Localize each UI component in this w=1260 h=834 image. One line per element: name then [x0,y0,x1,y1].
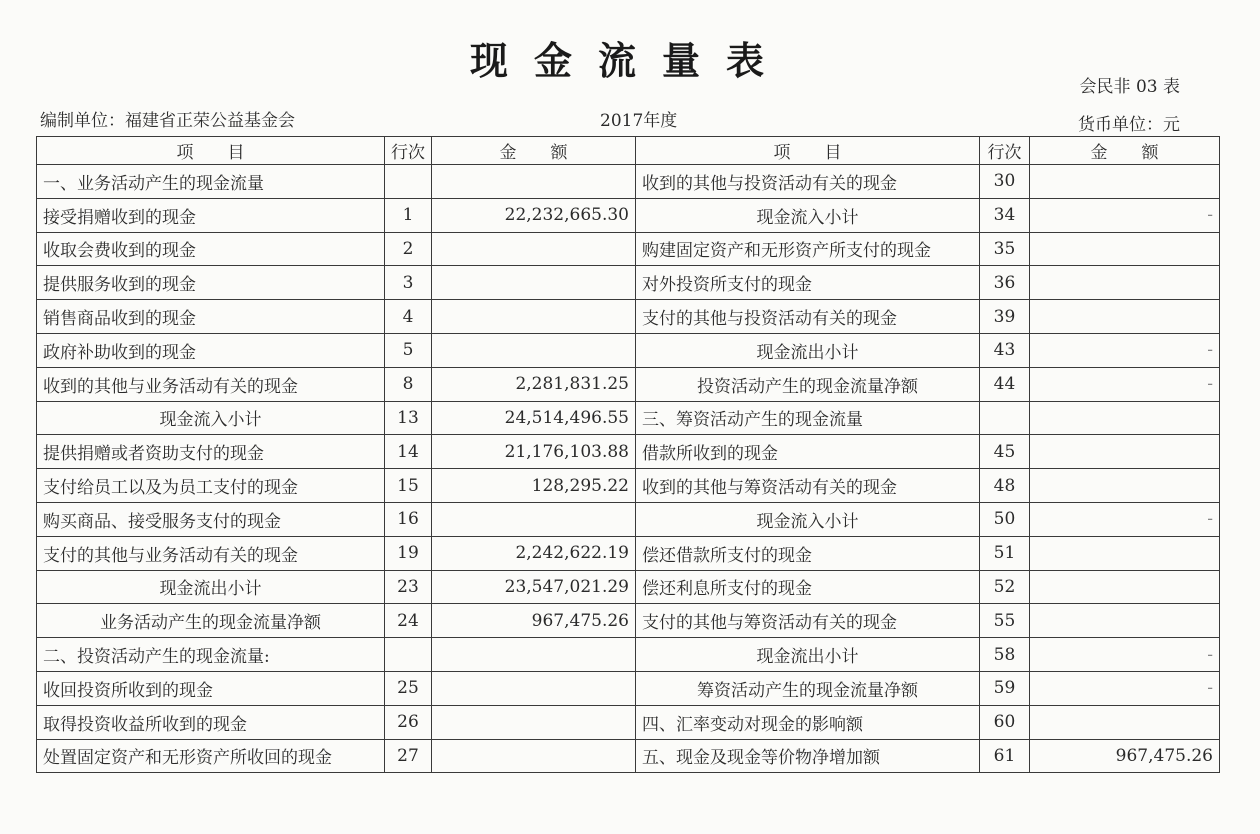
row-item-right: 收到的其他与筹资活动有关的现金 [636,469,980,503]
row-line-no-right: 48 [980,469,1030,503]
row-line-no-right: 52 [980,570,1030,604]
row-line-no-left: 1 [385,198,432,232]
row-item-right: 四、汇率变动对现金的影响额 [636,705,980,739]
row-line-no-right: 35 [980,232,1030,266]
row-amount-right: - [1030,671,1220,705]
row-item-right: 现金流入小计 [636,198,980,232]
row-item-right: 现金流出小计 [636,638,980,672]
table-row [37,266,1220,300]
row-amount-right [1030,435,1220,469]
row-item-left: 支付给员工以及为员工支付的现金 [37,469,385,503]
row-line-no-left: 25 [385,671,432,705]
table-row [37,739,1220,773]
row-line-no-right: 34 [980,198,1030,232]
report-period: 2017年度 [600,111,678,131]
row-amount-right: - [1030,367,1220,401]
row-amount-left [432,232,636,266]
row-item-left: 提供捐赠或者资助支付的现金 [37,435,385,469]
row-line-no-right: 51 [980,536,1030,570]
row-item-right: 投资活动产生的现金流量净额 [636,367,980,401]
row-amount-left: 23,547,021.29 [432,570,636,604]
row-amount-right [1030,266,1220,300]
row-item-left: 二、投资活动产生的现金流量: [37,638,385,672]
currency-unit: 货币单位：元 [1078,115,1180,135]
row-item-left: 收回投资所收到的现金 [37,671,385,705]
header-item-right: 项 目 [636,137,980,165]
row-amount-right: - [1030,333,1220,367]
row-item-left: 收取会费收到的现金 [37,232,385,266]
table-row [37,232,1220,266]
row-line-no-left: 14 [385,435,432,469]
row-line-no-right: 60 [980,705,1030,739]
row-amount-right: - [1030,502,1220,536]
table-row [37,570,1220,604]
row-line-no-left: 8 [385,367,432,401]
header-amount-left: 金 额 [432,137,636,165]
row-item-right: 收到的其他与投资活动有关的现金 [636,165,980,199]
row-amount-left [432,739,636,773]
header-item-left: 项 目 [37,137,385,165]
row-line-no-right: 55 [980,604,1030,638]
row-amount-right [1030,401,1220,435]
table-row [37,638,1220,672]
row-item-right: 偿还利息所支付的现金 [636,570,980,604]
row-line-no-left: 15 [385,469,432,503]
row-item-left: 销售商品收到的现金 [37,300,385,334]
header-no-right: 行次 [980,137,1030,165]
row-amount-right [1030,165,1220,199]
row-item-right: 五、现金及现金等价物净增加额 [636,739,980,773]
row-item-left: 支付的其他与业务活动有关的现金 [37,536,385,570]
row-amount-right: 967,475.26 [1030,739,1220,773]
row-amount-left [432,266,636,300]
row-line-no-left: 2 [385,232,432,266]
row-amount-right [1030,536,1220,570]
header-amount-right: 金 额 [1030,137,1220,165]
table-row [37,401,1220,435]
row-amount-left: 21,176,103.88 [432,435,636,469]
row-item-left: 业务活动产生的现金流量净额 [37,604,385,638]
row-line-no-right [980,401,1030,435]
row-line-no-left: 23 [385,570,432,604]
row-line-no-left: 4 [385,300,432,334]
table-row [37,705,1220,739]
row-item-right: 现金流出小计 [636,333,980,367]
row-amount-left [432,705,636,739]
row-amount-left [432,333,636,367]
row-amount-left [432,300,636,334]
table-row [37,502,1220,536]
row-amount-left [432,165,636,199]
row-item-left: 现金流入小计 [37,401,385,435]
row-line-no-left: 13 [385,401,432,435]
row-amount-left: 22,232,665.30 [432,198,636,232]
row-amount-right [1030,232,1220,266]
table-row [37,165,1220,199]
row-amount-right: - [1030,638,1220,672]
row-line-no-right: 30 [980,165,1030,199]
row-item-right: 三、筹资活动产生的现金流量 [636,401,980,435]
table-row [37,198,1220,232]
row-item-right: 偿还借款所支付的现金 [636,536,980,570]
row-amount-right [1030,604,1220,638]
row-item-left: 提供服务收到的现金 [37,266,385,300]
row-line-no-right: 45 [980,435,1030,469]
form-code: 会民非 03 表 [1079,77,1180,97]
row-amount-left: 2,242,622.19 [432,536,636,570]
row-amount-left [432,638,636,672]
row-item-right: 借款所收到的现金 [636,435,980,469]
row-item-right: 现金流入小计 [636,502,980,536]
row-line-no-left [385,165,432,199]
row-item-left: 取得投资收益所收到的现金 [37,705,385,739]
row-line-no-left: 5 [385,333,432,367]
table-row [37,671,1220,705]
cash-flow-table [36,136,1220,773]
table-row [37,367,1220,401]
row-amount-right [1030,469,1220,503]
row-line-no-right: 50 [980,502,1030,536]
row-line-no-left: 19 [385,536,432,570]
row-amount-left: 128,295.22 [432,469,636,503]
table-row [37,469,1220,503]
table-header-row [37,137,1220,165]
row-item-right: 支付的其他与筹资活动有关的现金 [636,604,980,638]
row-amount-right [1030,570,1220,604]
reporting-entity: 编制单位：福建省正荣公益基金会 [40,111,295,131]
row-item-left: 一、业务活动产生的现金流量 [37,165,385,199]
row-item-left: 接受捐赠收到的现金 [37,198,385,232]
row-amount-left: 967,475.26 [432,604,636,638]
row-item-right: 对外投资所支付的现金 [636,266,980,300]
table-row [37,604,1220,638]
row-item-left: 购买商品、接受服务支付的现金 [37,502,385,536]
row-line-no-right: 39 [980,300,1030,334]
row-line-no-right: 58 [980,638,1030,672]
row-line-no-right: 59 [980,671,1030,705]
row-line-no-left [385,638,432,672]
row-line-no-right: 36 [980,266,1030,300]
row-item-left: 政府补助收到的现金 [37,333,385,367]
row-line-no-left: 16 [385,502,432,536]
row-line-no-left: 27 [385,739,432,773]
table-row [37,536,1220,570]
row-amount-right: - [1030,198,1220,232]
table-row [37,435,1220,469]
row-line-no-right: 43 [980,333,1030,367]
row-amount-left: 2,281,831.25 [432,367,636,401]
row-item-right: 购建固定资产和无形资产所支付的现金 [636,232,980,266]
row-line-no-right: 44 [980,367,1030,401]
row-item-right: 支付的其他与投资活动有关的现金 [636,300,980,334]
row-line-no-left: 3 [385,266,432,300]
row-amount-left [432,502,636,536]
row-item-left: 处置固定资产和无形资产所收回的现金 [37,739,385,773]
row-item-left: 收到的其他与业务活动有关的现金 [37,367,385,401]
row-line-no-left: 24 [385,604,432,638]
report-title: 现金流量表 [469,39,790,83]
row-amount-right [1030,300,1220,334]
row-item-right: 筹资活动产生的现金流量净额 [636,671,980,705]
table-row [37,333,1220,367]
row-item-left: 现金流出小计 [37,570,385,604]
table-row [37,300,1220,334]
row-amount-left: 24,514,496.55 [432,401,636,435]
row-amount-right [1030,705,1220,739]
row-line-no-left: 26 [385,705,432,739]
row-line-no-right: 61 [980,739,1030,773]
row-amount-left [432,671,636,705]
header-no-left: 行次 [385,137,432,165]
